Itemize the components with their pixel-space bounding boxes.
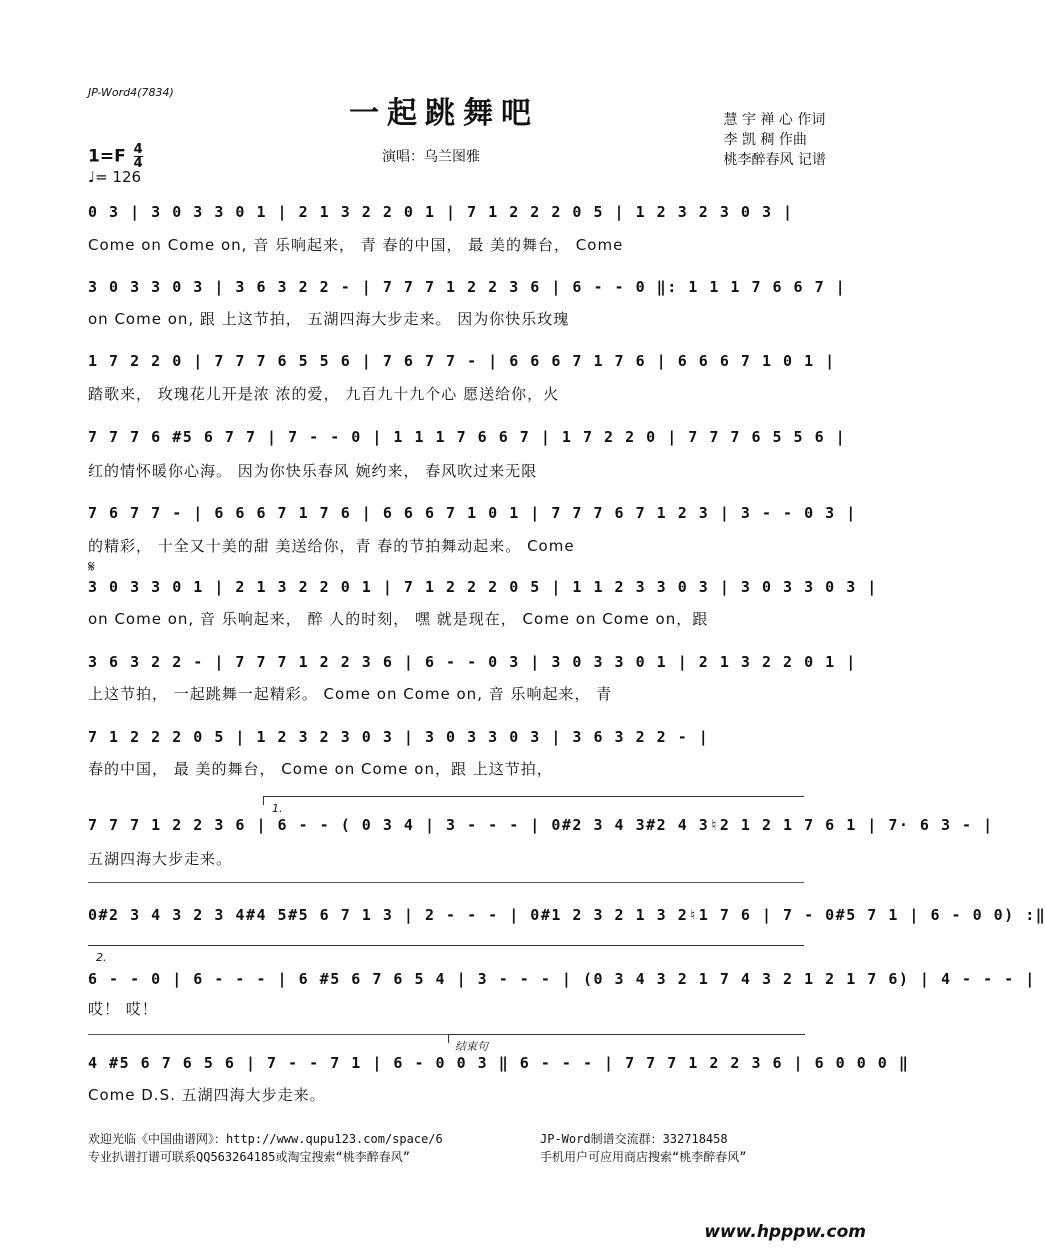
footer-right-line-1: JP-Word制谱交流群：332718458 — [540, 1132, 728, 1146]
lyricist: 慧 宇 禅 心 作词 — [723, 112, 826, 128]
singer-label: 演唱：乌兰图雅 — [382, 149, 480, 165]
coda-bracket — [448, 1034, 805, 1053]
lyrics-line-8: 春的中国， 最 美的舞台， Come on Come on，跟 上这节拍， — [88, 760, 553, 778]
notes-line-2: 3 0 3 3 0 3 | 3 6 3 2 2 - | 7 7 7 1 2 2 3 6 | 6 - - 0 ‖: 1 1 1 7 6 6 7 | — [88, 278, 847, 296]
lyrics-line-7: 上这节拍， 一起跳舞一起精彩。 Come on Come on, 音 乐响起来， 青 — [88, 685, 613, 703]
transcriber: 桃李醉春风 记谱 — [723, 152, 826, 168]
credits — [724, 110, 826, 170]
site-watermark[interactable]: www.hpppw.com — [704, 1222, 866, 1242]
notes-line-10: 0#2 3 4 3 2 3 4#4 5#5 6 7 1 3 | 2 - - - | 0#1 2 3 2 1 3 2♮1 7 6 | 7 - 0#5 7 1 | 6 - 0 0) :‖ — [88, 906, 1046, 924]
notes-line-6: 3 0 3 3 0 1 | 2 1 3 2 2 0 1 | 7 1 2 2 2 0 5 | 1 1 2 3 3 0 3 | 3 0 3 3 0 3 | — [88, 578, 878, 596]
notes-line-11: 6 - - 0 | 6 - - - | 6 #5 6 7 6 5 4 | 3 - - - | (0 3 4 3 2 1 7 4 3 2 1 2 1 7 6) | 4 - - - | — [88, 970, 1036, 988]
key-label: 1=F — [88, 146, 126, 167]
lyrics-line-9: 五湖四海大步走来。 — [88, 850, 233, 868]
volta-1-continuation — [88, 882, 804, 883]
tempo-marking: ♩= 126 — [88, 168, 142, 186]
segno-sign: 𝄋 — [88, 557, 95, 576]
lyrics-line-12: Come D.S. 五湖四海大步走来。 — [88, 1086, 326, 1104]
time-top: 4 — [133, 142, 143, 157]
composer: 李 凯 稠 作曲 — [723, 132, 807, 148]
footer-left — [88, 1130, 443, 1166]
lyrics-line-11: 哎！ 哎！ — [88, 1000, 158, 1018]
song-title: 一起跳舞吧 — [349, 96, 539, 131]
lyrics-line-1: Come on Come on, 音 乐响起来， 青 春的中国， 最 美的舞台， Come — [88, 236, 624, 254]
notes-line-9: 7 7 7 1 2 2 3 6 | 6 - - ( 0 3 4 | 3 - - - | 0#2 3 4 3#2 4 3♮2 1 2 1 7 6 1 | 7· 6 3 - | — [88, 816, 994, 834]
volta-1-label: 1. — [272, 802, 283, 815]
notes-line-3: 1 7 2 2 0 | 7 7 7 6 5 5 6 | 7 6 7 7 - | 6 6 6 7 1 7 6 | 6 6 6 7 1 0 1 | — [88, 352, 836, 370]
time-bottom: 4 — [133, 156, 143, 171]
volta-1-bracket — [263, 796, 804, 815]
footer-left-line-2: 专业扒谱打谱可联系QQ563264185或淘宝搜索“桃李醉春风” — [88, 1150, 410, 1164]
software-label: JP-Word4(7834) — [88, 86, 174, 99]
volta-2-label: 2. — [96, 951, 107, 964]
notes-line-7: 3 6 3 2 2 - | 7 7 7 1 2 2 3 6 | 6 - - 0 3 | 3 0 3 3 0 1 | 2 1 3 2 2 0 1 | — [88, 653, 857, 671]
lyrics-line-2: on Come on, 跟 上这节拍， 五湖四海大步走来。 因为你快乐玫瑰 — [88, 310, 570, 328]
lyrics-line-4: 红的情怀暖你心海。 因为你快乐春风 婉约来， 春风吹过来无限 — [88, 462, 538, 480]
notes-line-4: 7 7 7 6 #5 6 7 7 | 7 - - 0 | 1 1 1 7 6 6 7 | 1 7 2 2 0 | 7 7 7 6 5 5 6 | — [88, 428, 847, 446]
footer-right — [540, 1130, 746, 1166]
key-signature — [88, 143, 143, 170]
lyrics-line-6: on Come on, 音 乐响起来， 醉 人的时刻， 嘿 就是现在， Come on Come on，跟 — [88, 610, 709, 628]
notes-line-8: 7 1 2 2 2 0 5 | 1 2 3 2 3 0 3 | 3 0 3 3 0 3 | 3 6 3 2 2 - | — [88, 728, 710, 746]
lyrics-line-5: 的精彩， 十全又十美的甜 美送给你，青 春的节拍舞动起来。 Come — [88, 537, 575, 555]
lyrics-line-3: 踏歌来， 玫瑰花儿开是浓 浓的爱， 九百九十九个心 愿送给你，火 — [88, 385, 560, 403]
volta-2-bracket — [88, 945, 804, 964]
notes-line-12: 4 #5 6 7 6 5 6 | 7 - - 7 1 | 6 - 0 0 3 ‖ 6 - - - | 7 7 7 1 2 2 3 6 | 6 0 0 0 ‖ — [88, 1054, 910, 1072]
coda-label: 结束句 — [455, 1040, 488, 1053]
footer-right-line-2: 手机用户可应用商店搜索“桃李醉春风” — [540, 1150, 747, 1164]
notes-line-1: 0 3 | 3 0 3 3 0 1 | 2 1 3 2 2 0 1 | 7 1 2 2 2 0 5 | 1 2 3 2 3 0 3 | — [88, 203, 794, 221]
notes-line-5: 7 6 7 7 - | 6 6 6 7 1 7 6 | 6 6 6 7 1 0 1 | 7 7 7 6 7 1 2 3 | 3 - - 0 3 | — [88, 504, 857, 522]
time-signature — [134, 143, 143, 170]
footer-left-line-1: 欢迎光临《中国曲谱网》：http://www.qupu123.com/space/6 — [88, 1132, 443, 1146]
